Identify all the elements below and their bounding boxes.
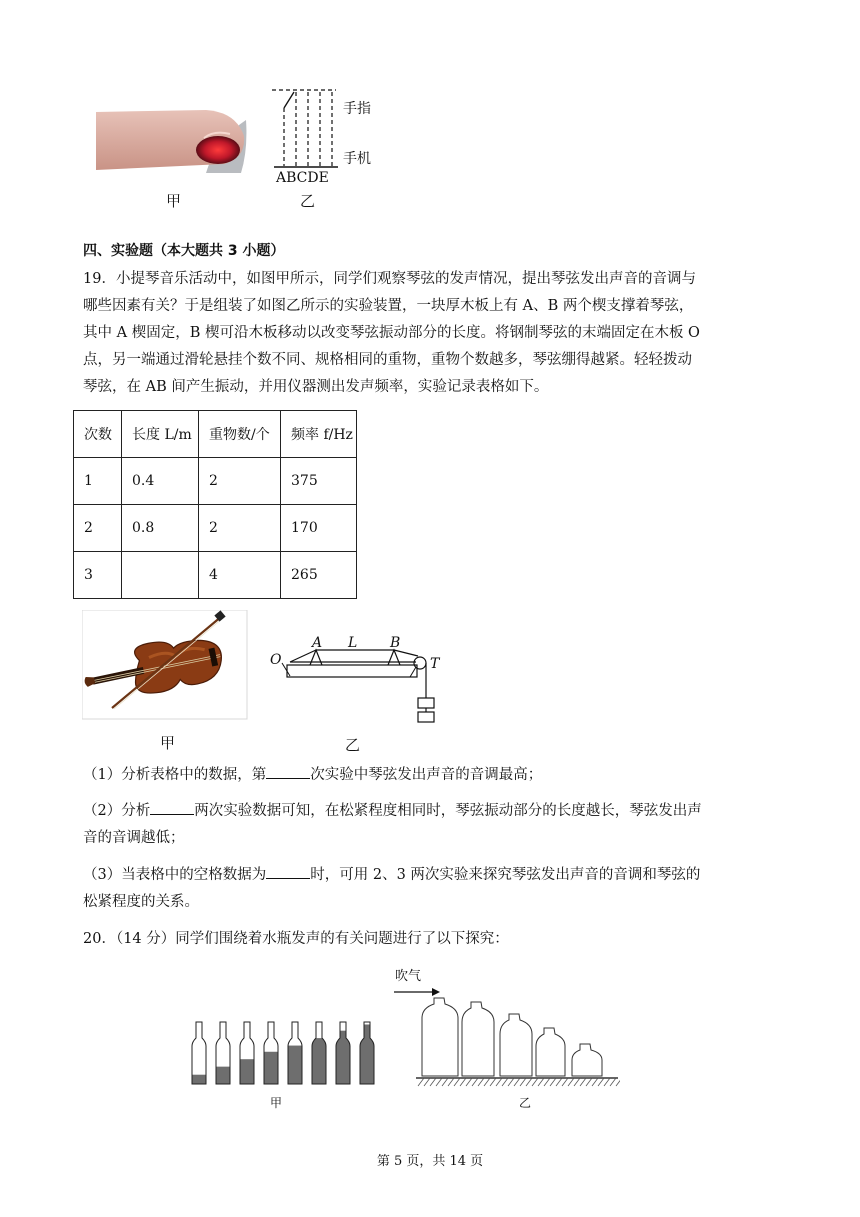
table-header: 重物数/个 xyxy=(199,411,281,458)
table-cell: 4 xyxy=(199,552,281,599)
bottle-water xyxy=(336,1031,350,1084)
page-footer: 第 5 页，共 14 页 xyxy=(376,1154,484,1169)
section-heading: 四、实验题（本大题共 3 小题） xyxy=(83,243,285,259)
table-cell: 375 xyxy=(281,458,357,505)
label-O: O xyxy=(270,652,282,668)
table-cell: 2 xyxy=(74,505,122,552)
jars-figure xyxy=(414,990,620,1090)
q19-sub-2: （2）分析 两次实验数据可知，在松紧程度相同时，琴弦振动部分的长度越长，琴弦发出声 音的音调越低； xyxy=(83,798,803,852)
table-cell xyxy=(122,552,199,599)
table-row xyxy=(74,505,357,552)
q19-text xyxy=(83,266,783,401)
string-apparatus-diagram xyxy=(270,632,450,732)
water-bottles-figure xyxy=(186,1014,386,1090)
bottle-water xyxy=(216,1067,230,1084)
q20-text: 20．（14 分）同学们围绕着水瓶发声的有关问题进行了以下探究： xyxy=(83,931,509,947)
table-header: 频率 f/Hz xyxy=(281,411,357,458)
finger-phone-photo xyxy=(96,100,248,173)
q19-line-2: 哪些因素有关？于是组装了如图乙所示的实验装置，一块厚木板上有 A、B 两个楔支撑着琴弦， xyxy=(83,298,694,314)
bottle-water xyxy=(312,1038,326,1084)
table-cell: 170 xyxy=(281,505,357,552)
label-A: A xyxy=(312,635,323,651)
bottle-outline xyxy=(192,1022,206,1084)
table-cell: 0.4 xyxy=(122,458,199,505)
apparatus-yi-label: 乙 xyxy=(345,736,361,754)
finger-label: 手指 xyxy=(343,101,371,117)
bottle-water xyxy=(360,1024,374,1084)
bottle-water xyxy=(240,1059,254,1084)
table-cell: 2 xyxy=(199,505,281,552)
bottle-water xyxy=(264,1052,278,1084)
table-cell: 0.8 xyxy=(122,505,199,552)
abcde-letters: ABCDE xyxy=(276,170,329,186)
phone-label: 手机 xyxy=(343,151,371,167)
record-table xyxy=(73,410,357,599)
table-header-row xyxy=(74,411,357,458)
bottles-jia-label: 甲 xyxy=(270,1096,283,1110)
dashed-lines-diagram xyxy=(270,88,340,170)
q19-number: 19． xyxy=(83,271,116,287)
jars-yi-label: 乙 xyxy=(519,1096,532,1110)
q19-line-4: 点，另一端通过滑轮悬挂个数不同、规格相同的重物，重物个数越多，琴弦绷得越紧。轻轻拨动 xyxy=(83,352,692,368)
answer-blank-1[interactable] xyxy=(266,764,310,779)
q19-line-1: 19．小提琴音乐活动中，如图甲所示，同学们观察琴弦的发声情况，提出琴弦发出声音的音调与 xyxy=(83,271,696,287)
table-cell: 265 xyxy=(281,552,357,599)
table-cell: 3 xyxy=(74,552,122,599)
answer-blank-2[interactable] xyxy=(150,800,194,815)
q19-sub-1: （1）分析表格中的数据，第 次实验中琴弦发出声音的音调最高； xyxy=(83,762,803,789)
fig-top-yi-label: 乙 xyxy=(300,192,316,210)
table-row xyxy=(74,552,357,599)
q19-sub-3: （3）当表格中的空格数据为 时，可用 2、3 两次实验来探究琴弦发出声音的音调和琴弦的 松紧程度的关系。 xyxy=(83,862,803,916)
table-row xyxy=(74,458,357,505)
bottle-water xyxy=(288,1046,302,1084)
violin-photo xyxy=(82,610,248,720)
violin-jia-label: 甲 xyxy=(160,734,176,752)
q19-line-3: 其中 A 楔固定，B 楔可沿木板移动以改变琴弦振动部分的长度。将钢制琴弦的末端固定在木板 O xyxy=(83,325,700,341)
bottle-water xyxy=(192,1075,206,1084)
table-cell: 1 xyxy=(74,458,122,505)
fig-top-jia-label: 甲 xyxy=(166,192,182,210)
q19-line-5: 琴弦，在 AB 间产生振动，并用仪器测出发声频率，实验记录表格如下。 xyxy=(83,379,549,395)
label-L: L xyxy=(348,635,358,651)
table-header: 次数 xyxy=(74,411,122,458)
answer-blank-3[interactable] xyxy=(266,864,310,879)
table-cell: 2 xyxy=(199,458,281,505)
blow-label: 吹气 xyxy=(395,969,422,984)
table-header: 长度 L/m xyxy=(122,411,199,458)
label-B: B xyxy=(390,635,401,651)
label-T: T xyxy=(430,656,440,672)
